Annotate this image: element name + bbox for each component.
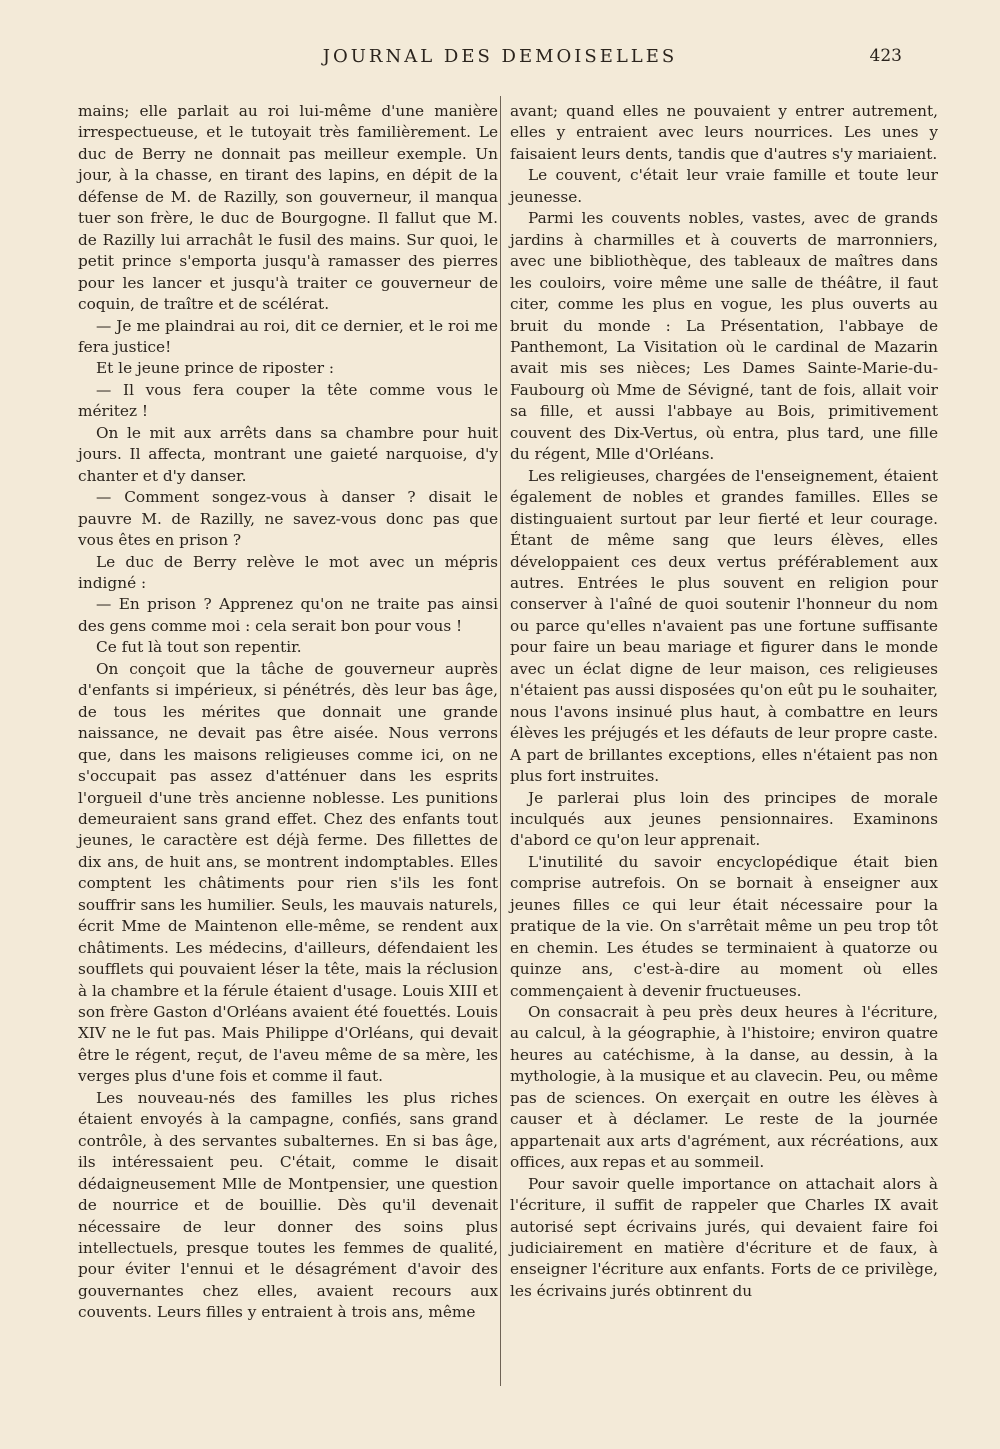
paragraph: Et le jeune prince de riposter : xyxy=(96,359,335,378)
paragraph: On le mit aux arrêts dans sa chambre pour huit jours. Il affecta, montrant une gaieté narquoise, d'y chanter et d'y danser. xyxy=(78,423,498,485)
paragraph: Parmi les couvents nobles, vastes, avec de grands jardins à charmilles et à couverts de marronniers, avec une bibliothèque, des tableaux de maîtres dans les couloirs, voire même une salle de théâtre, il faut citer, comme les plus en vogue, les plus ouverts au bruit du monde : La Présentation, l'abbaye de Panthemont, La Visitation où le cardinal de Mazarin avait mis ses nièces; Les Dames Sainte-Marie-du-Faubourg où Mme de Sévigné, tant de fois, allait voir sa fille, et aussi l'abbaye au Bois, primitivement couvent des Dix-Vertus, où entra, plus tard, une fille du régent, Mlle d'Orléans. xyxy=(510,209,938,464)
journal-title: JOURNAL DES DEMOISELLES xyxy=(322,46,678,67)
right-column xyxy=(510,101,938,1302)
paragraph: On conçoit que la tâche de gouverneur auprès d'enfants si impérieux, si pénétrés, dès leur bas âge, de tous les mérites que donnait une grande naissance, ne devait pas être aisée. Nous verrons que, dans les maisons religieuses comme ici, on ne s'occupait pas assez d'atténuer dans les esprits l'orgueil d'une très ancienne noblesse. Les punitions demeuraient sans grand effet. Chez des enfants tout jeunes, le caractère est déjà ferme. Des fillettes de dix ans, de huit ans, se montrent indomptables. Elles comptent les châtiments pour rien s'ils les font souffrir sans les humilier. Seuls, les mauvais naturels, écrit Mme de Maintenon elle-même, se rendent aux châtiments. Les médecins, d'ailleurs, défendaient les soufflets qui pouvaient léser la tête, mais la réclusion à la chambre et la férule étaient d'usage. Louis XIII et son frère Gaston d'Orléans avaient été fouettés. Louis XIV ne le fut pas. Mais Philippe d'Orléans, qui devait être le régent, reçut, de l'aveu même de sa mère, les verges plus d'une fois et comme il faut. xyxy=(78,659,498,1086)
paragraph: Le duc de Berry relève le mot avec un mépris indigné : xyxy=(78,552,498,592)
paragraph: — Comment songez-vous à danser ? disait le pauvre M. de Razilly, ne savez-vous donc pas que vous êtes en prison ? xyxy=(78,488,498,550)
paragraph: — Il vous fera couper la tête comme vous le méritez ! xyxy=(78,380,498,421)
paragraph: Le couvent, c'était leur vraie famille et toute leur jeunesse. xyxy=(510,166,938,206)
paragraph: Les religieuses, chargées de l'enseignement, étaient également de nobles et grandes familles. Elles se distinguaient surtout par leur fierté et leur courage. Étant de même sang que leurs élèves, elles développaient ces deux vertus préférablement aux autres. Entrées le plus souvent en religion pour conserver à l'aîné de quoi soutenir l'honneur du nom ou parce qu'elles n'avaient pas une fortune suffisante pour faire un beau mariage et figurer dans le monde avec un éclat digne de leur maison, ces religieuses n'étaient pas aussi disposées qu'on eût pu le souhaiter, nous l'avons insinué plus haut, à combattre en leurs élèves les préjugés et les défauts de leur propre caste. A part de brillantes exceptions, elles n'étaient pas non plus fort instruites. xyxy=(510,466,938,786)
paragraph: Pour savoir quelle importance on attachait alors à l'écriture, il suffit de rappeler que Charles IX avait autorisé sept écrivains jurés, qui devaient faire foi judiciairement en matière d'écriture et de faux, à enseigner l'écriture aux enfants. Forts de ce privilège, les écrivains jurés obtinrent du xyxy=(510,1174,938,1300)
paragraph: avant; quand elles ne pouvaient y entrer autrement, elles y entraient avec leurs nourrices. Les unes y faisaient leurs dents, tandis que d'autres s'y mariaient. xyxy=(510,102,938,163)
paragraph: — En prison ? Apprenez qu'on ne traite pas ainsi des gens comme moi : cela serait bon pour vous ! xyxy=(78,595,498,635)
paragraph: Les nouveau-nés des familles les plus riches étaient envoyés à la campagne, confiés, sans grand contrôle, à des servantes subalternes. En si bas âge, ils intéressaient peu. C'était, comme le disait dédaigneusement Mlle de Montpensier, une question de nourrice et de bouillie. Dès qu'il devenait nécessaire de leur donner des soins plus intellectuels, presque toutes les femmes de qualité, pour éviter l'ennui et le désagrément d'avoir des gouvernantes chez elles, avaient recours aux couvents. Leurs filles y entraient à trois ans, même xyxy=(78,1088,498,1322)
page-number: 423 xyxy=(869,46,902,66)
paragraph: L'inutilité du savoir encyclopédique était bien comprise autrefois. On se bornait à enseigner aux jeunes filles ce qui leur était nécessaire pour la pratique de la vie. On s'arrêtait même un peu trop tôt en chemin. Les études se terminaient à quatorze ou quinze ans, c'est-à-dire au moment où elles commençaient à devenir fructueuses. xyxy=(510,852,938,1000)
paragraph: — Je me plaindrai au roi, dit ce dernier, et le roi me fera justice! xyxy=(78,316,498,356)
page-header xyxy=(0,44,1000,72)
left-column xyxy=(78,101,498,1324)
paragraph: mains; elle parlait au roi lui-même d'une manière irrespectueuse, et le tutoyait très familièrement. Le duc de Berry ne donnait pas meilleur exemple. Un jour, à la chasse, en tirant des lapins, en dépit de la défense de M. de Razilly, son gouverneur, il manqua tuer son frère, le duc de Bourgogne. Il fallut que M. de Razilly lui arrachât le fusil des mains. Sur quoi, le petit prince s'emporta jusqu'à ramasser des pierres pour les lancer et jusqu'à traiter ce gouverneur de coquin, de traître et de scélérat. xyxy=(78,102,498,314)
paragraph: On consacrait à peu près deux heures à l'écriture, au calcul, à la géographie, à l'histoire; environ quatre heures au catéchisme, à la danse, au dessin, à la mythologie, à la musique et au clavecin. Peu, ou même pas de sciences. On exerçait en outre les élèves à causer et à déclamer. Le reste de la journée appartenait aux arts d'agrément, aux récréations, aux offices, aux repas et au sommeil. xyxy=(510,1003,938,1172)
paragraph: Je parlerai plus loin des principes de morale inculqués aux jeunes pensionnaires. Examinons d'abord ce qu'on leur apprenait. xyxy=(510,788,938,850)
paragraph: Ce fut là tout son repentir. xyxy=(96,638,302,657)
column-divider xyxy=(500,96,501,1386)
